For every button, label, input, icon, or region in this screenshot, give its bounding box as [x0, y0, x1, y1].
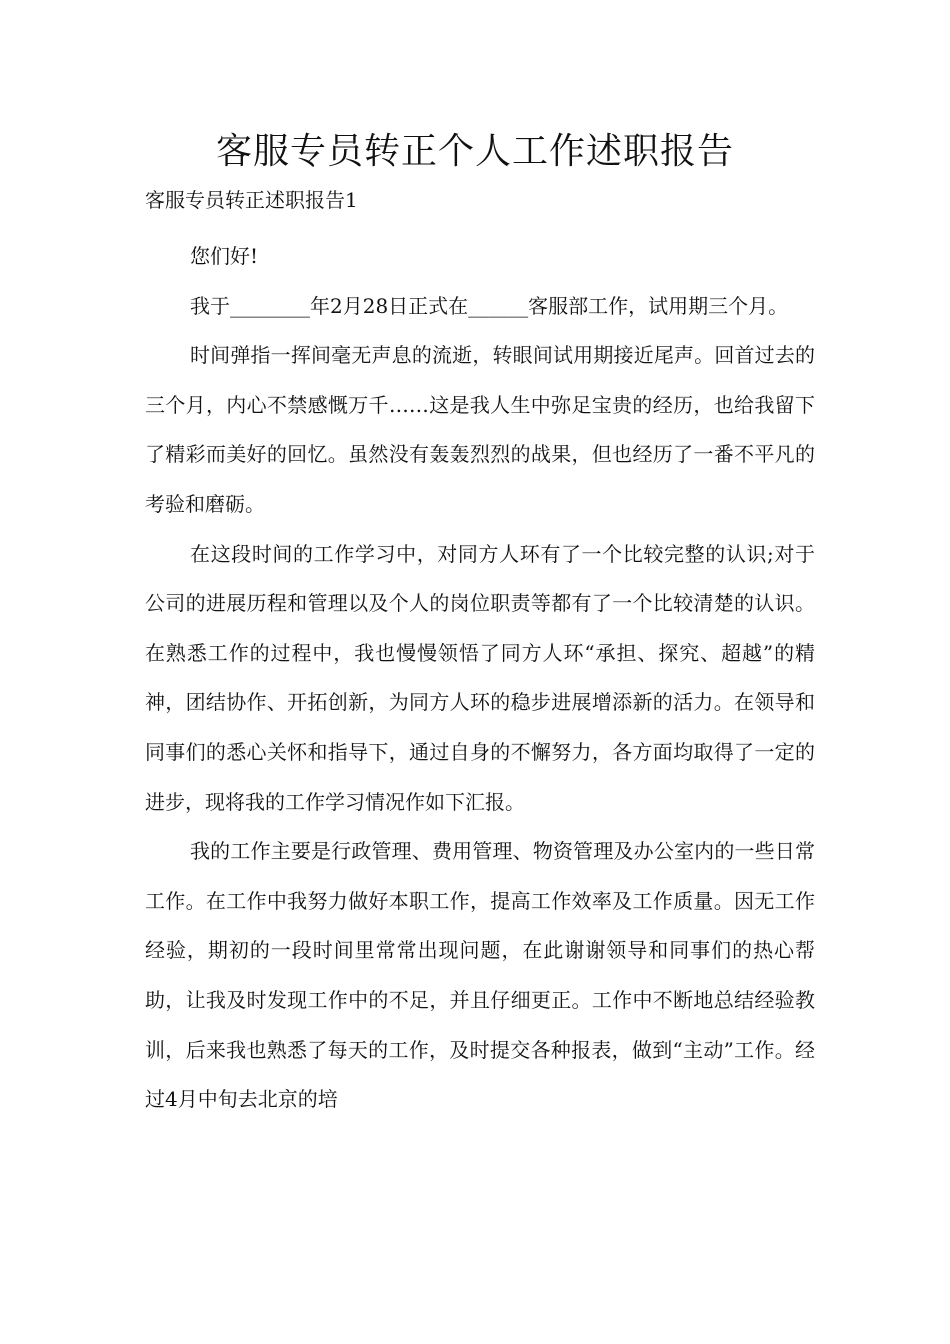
- paragraph-reflection: 时间弹指一挥间毫无声息的流逝，转眼间试用期接近尾声。回首过去的三个月，内心不禁感慨万千……这是我人生中弥足宝贵的经历，也给我留下了精彩而美好的回忆。虽然没有轰轰烈烈的战果，但也经历了一番不平凡的考验和磨砺。: [145, 343, 815, 516]
- paragraph-greeting: 您们好!: [190, 244, 259, 268]
- paragraph-company-understanding: 在这段时间的工作学习中，对同方人环有了一个比较完整的认识;对于公司的进展历程和管理以及个人的岗位职责等都有了一个比较清楚的认识。在熟悉工作的过程中，我也慢慢领悟了同方人环“承担、探究、超越”的精神，团结协作、开拓创新，为同方人环的稳步进展增添新的活力。在领导和同事们的悉心关怀和指导下，通过自身的不懈努力，各方面均取得了一定的进步，现将我的工作学习情况作如下汇报。: [145, 541, 815, 814]
- document-subtitle: 客服专员转正述职报告1: [145, 188, 358, 212]
- document-body: [145, 232, 815, 1125]
- document-title: 客服专员转正个人工作述职报告: [215, 131, 734, 172]
- paragraph-job-duties: 我的工作主要是行政管理、费用管理、物资管理及办公室内的一些日常工作。在工作中我努力做好本职工作，提高工作效率及工作质量。因无工作经验，期初的一段时间里常常出现问题，在此谢谢领导和同事们的热心帮助，让我及时发现工作中的不足，并且仔细更正。工作中不断地总结经验教训，后来我也熟悉了每天的工作，及时提交各种报表，做到“主动”工作。经过4月中旬去北京的培: [145, 839, 815, 1112]
- paragraph-start-date: 我于________年2月28日正式在______客服部工作，试用期三个月。: [190, 293, 789, 318]
